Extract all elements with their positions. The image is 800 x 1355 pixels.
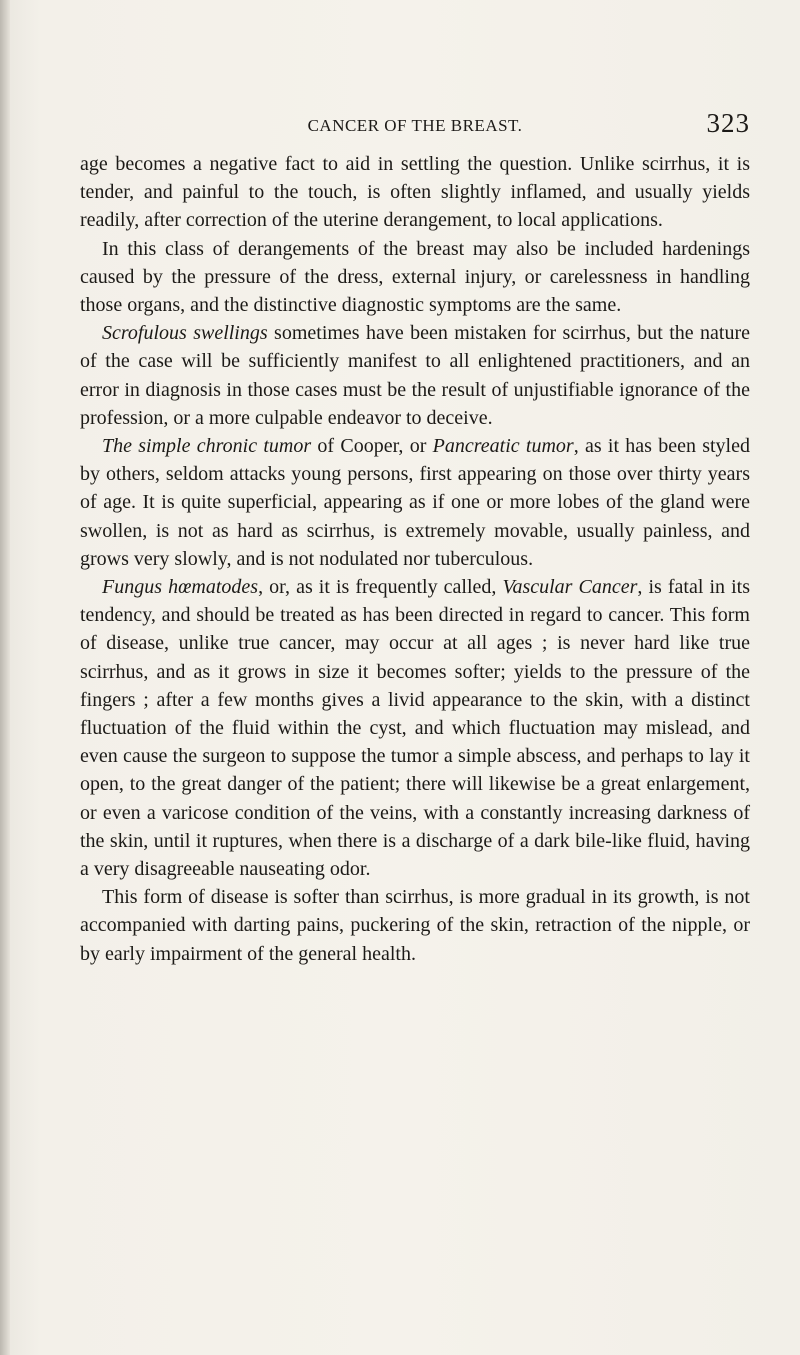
term-pancreatic-tumor: Pancreatic tumor [432, 435, 574, 458]
paragraph: Scrofulous swellings sometimes have been mistaken for scirrhus, but the nature of the case will be sufficiently manifest to all enlightened practitioners, and an error in diagnosis in those cases must be the result of unjustifiable ignorance of the profession, or a more culpable endeavor to deceive. [80, 322, 750, 429]
paragraph: In this class of derangements of the breast may also be included hardenings caused by the pressure of the dress, external injury, or carelessness in handling those organs, and the distinctive diagnostic symptoms are the same. [80, 237, 750, 317]
body-text [80, 150, 750, 968]
term-simple-chronic-tumor: The simple chronic tumor [102, 435, 312, 458]
term-scrofulous-swellings: Scrofulous swellings [102, 322, 268, 345]
paragraph: Fungus hœmatodes, or, as it is frequently called, Vascular Cancer, is fatal in its tendency, and should be treated as has been directed in regard to cancer. This form of disease, unlike true cancer, may occur at all ages ; is never hard like true scirrhus, and as it grows in size it becomes softer; yields to the pressure of the fingers ; after a few months gives a livid appearance to the skin, with a distinct fluctuation of the fluid within the cyst, and which fluctuation may mislead, and even cause the surgeon to suppose the tumor a simple abscess, and perhaps to lay it open, to the great danger of the patient; there will likewise be a great enlargement, or even a varicose condition of the veins, with a constantly increasing darkness of the skin, until it ruptures, when there is a discharge of a dark bile-like fluid, having a very disagreeable nauseating odor. [80, 576, 751, 881]
page-header [80, 108, 750, 144]
term-vascular-cancer: Vascular Cancer [502, 576, 638, 599]
paragraph: age becomes a negative fact to aid in settling the question. Unlike scirrhus, it is tender, and painful to the touch, is often slightly inflamed, and usually yields readily, after correction of the uterine derangement, to local applications. [80, 153, 750, 232]
paragraph: This form of disease is softer than scirrhus, is more gradual in its growth, is not accompanied with darting pains, puckering of the skin, retraction of the nipple, or by early impairment of the general health. [80, 886, 750, 965]
term-fungus-haematodes: Fungus hœmatodes [102, 576, 259, 599]
paragraph: The simple chronic tumor of Cooper, or Pancreatic tumor, as it has been styled by others, seldom attacks young persons, first appearing on those over thirty years of age. It is quite superficial, appearing as if one or more lobes of the gland were swollen, is not as hard as scirrhus, is extremely movable, usually painless, and grows very slowly, and is not nodulated nor tuberculous. [80, 435, 750, 570]
page-gutter [0, 0, 10, 1355]
page-number: 323 [706, 108, 750, 138]
running-head: CANCER OF THE BREAST. [307, 116, 523, 135]
